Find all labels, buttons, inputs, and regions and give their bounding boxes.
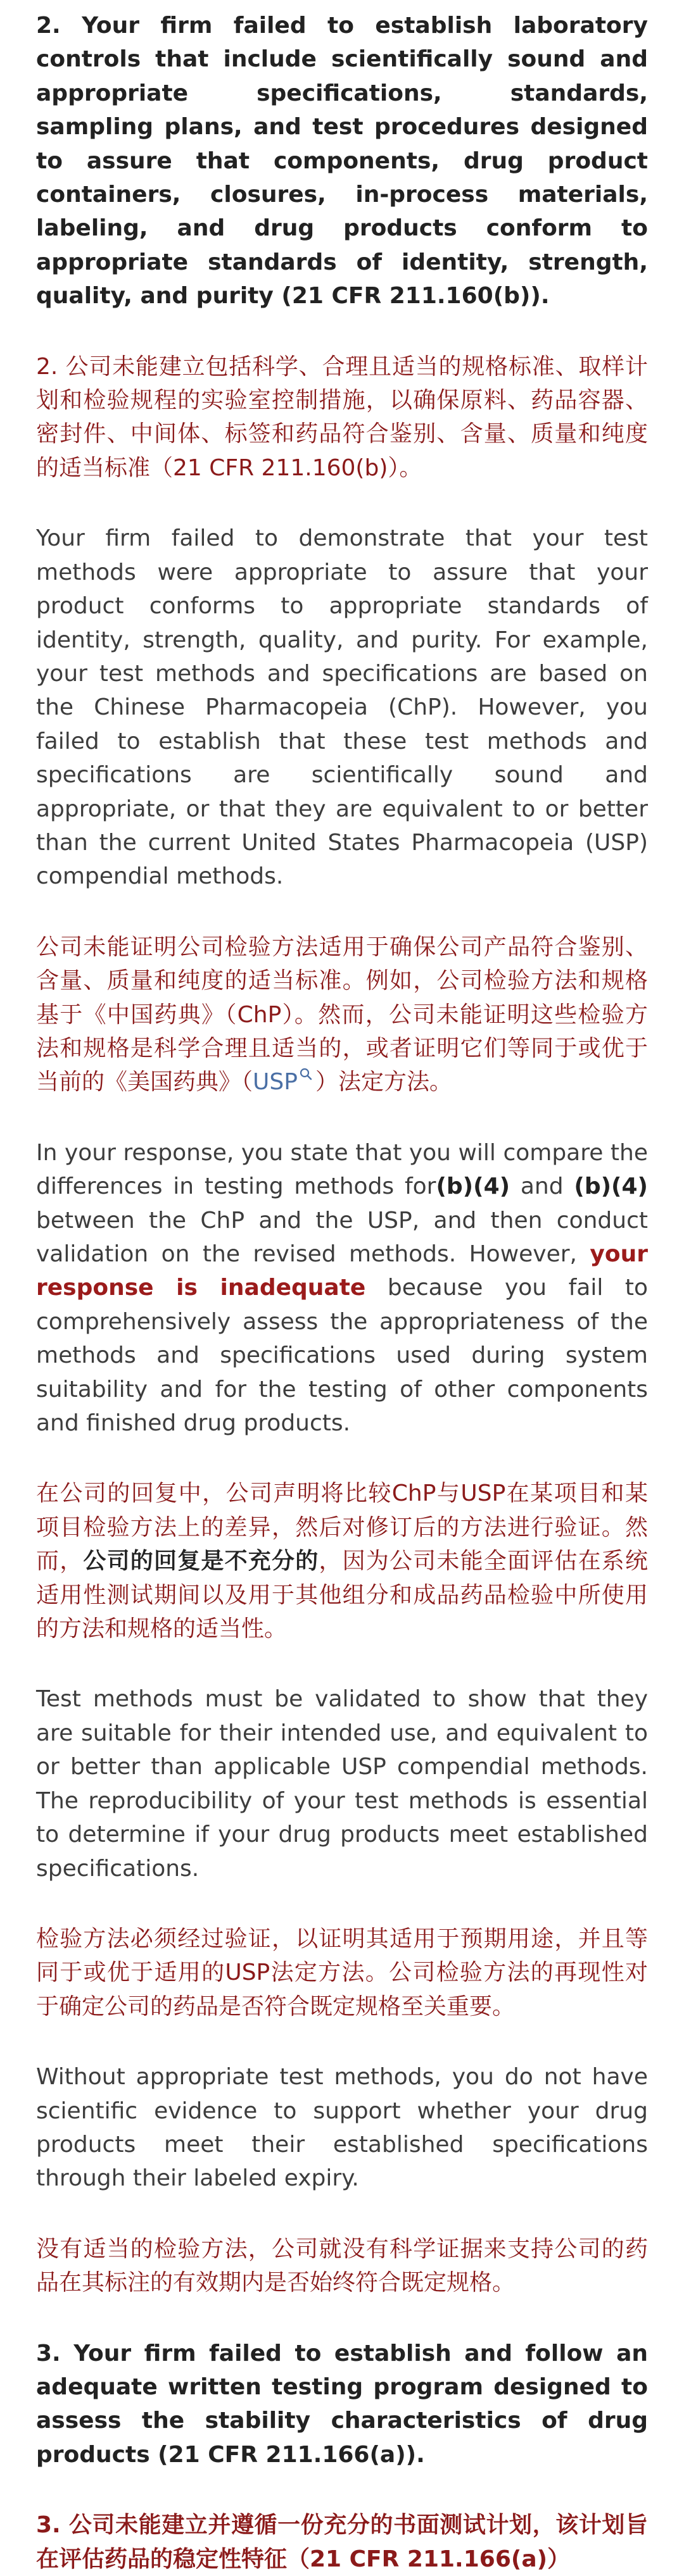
section-3-heading-zh: 3. 公司未能建立并遵循一份充分的书面测试计划，该计划旨在评估药品的稳定性特征（21 CFR 211.166(a)） <box>36 2512 648 2572</box>
paragraph-text: ，因为公司未能全面评估在系统适用性测试期间以及用于其他组分和成品药品检验中所使用的方法和规格的适当性。 <box>36 1548 648 1642</box>
paragraph-evidence-en: Without appropriate test methods, you do not have scientific evidence to support whether your drug products meet their established specifications through their labeled expiry. <box>36 2064 648 2192</box>
section-3-heading-en: 3. Your firm failed to establish and follow an adequate written testing program designed to assess the stability characteristics of drug products (21 CFR 211.166(a)). <box>36 2340 648 2468</box>
paragraph-validation-zh: 检验方法必须经过验证，以证明其适用于预期用途，并且等同于或优于适用的USP法定方法。公司检验方法的再现性对于确定公司的药品是否符合既定规格至关重要。 <box>36 1925 648 2020</box>
paragraph-text: between the ChP and the USP, and then conduct validation on the revised methods. However, <box>36 1207 648 1267</box>
paragraph-validation-en: Test methods must be validated to show that they are suitable for their intended use, and equivalent to or better than applicable USP compendial methods. The reproducibility of your test methods is essential to determine if your drug products meet established specifications. <box>36 1686 648 1882</box>
paragraph-text: ）法定方法。 <box>315 1069 452 1096</box>
paragraph-text: 公司未能证明公司检验方法适用于确保公司产品符合鉴别、含量、质量和纯度的适当标准。例如，公司检验方法和规格基于《中国药典》（ChP）。然而，公司未能证明这些检验方法和规格是科学合理且适当的，或者证明它们等同于或优于当前的《美国药典》（ <box>36 934 648 1096</box>
usp-link[interactable]: USP <box>253 1069 298 1096</box>
section-2-heading-zh: 2. 公司未能建立包括科学、合理且适当的规格标准、取样计划和检验规程的实验室控制措施，以确保原料、药品容器、密封件、中间体、标签和药品符合鉴别、含量、质量和纯度的适当标准（21 CFR 211.160(b)）。 <box>36 353 648 481</box>
paragraph-test-methods-en: Your firm failed to demonstrate that your test methods were appropriate to assure that your product conforms to appropriate standards of identity, strength, quality, and purity. For example, your test methods and specifications are based on the Chinese Pharmacopeia (ChP). However, you failed to establish that these test methods and specifications are scientifically sound and appropriate, or that they are equivalent to or better than the current United States Pharmacopeia (USP) compendial methods. <box>36 525 648 890</box>
redaction-marker: (b)(4) <box>574 1173 648 1200</box>
paragraph-evidence-zh: 没有适当的检验方法，公司就没有科学证据来支持公司的药品在其标注的有效期内是否始终符合既定规格。 <box>36 2235 648 2296</box>
emphasis-inadequate: your response is inadequate <box>36 1241 648 1301</box>
paragraph-test-methods-zh <box>36 930 648 1099</box>
emphasis-inadequate-zh: 公司的回复是不充分的 <box>83 1548 319 1575</box>
paragraph-text: 在公司的回复中，公司声明将比较ChP与USP在某项目和某项目检验方法上的差异，然后对修订后的方法进行验证。然而， <box>36 1480 648 1575</box>
paragraph-response-zh <box>36 1477 648 1646</box>
paragraph-text: In your response, you state that you will compare the differences in testing methods for <box>36 1139 648 1200</box>
paragraph-text: because you fail to comprehensively assess the appropriateness of the methods and specifications used during system suitability and for the testing of other components and finished drug products. <box>36 1275 649 1437</box>
redaction-marker: (b)(4) <box>436 1173 510 1200</box>
section-2-heading-en: 2. Your firm failed to establish laboratory controls that include scientifically sound and appropriate specifications, standards, sampling plans, and test procedures designed to assure that components, drug product containers, closures, in-process materials, labeling, and drug products conform to appropriate standards of identity, strength, quality, and purity (21 CFR 211.160(b)). <box>36 13 648 309</box>
paragraph-text: and <box>510 1173 574 1200</box>
search-icon[interactable] <box>299 1067 313 1081</box>
paragraph-response-en <box>36 1136 648 1441</box>
